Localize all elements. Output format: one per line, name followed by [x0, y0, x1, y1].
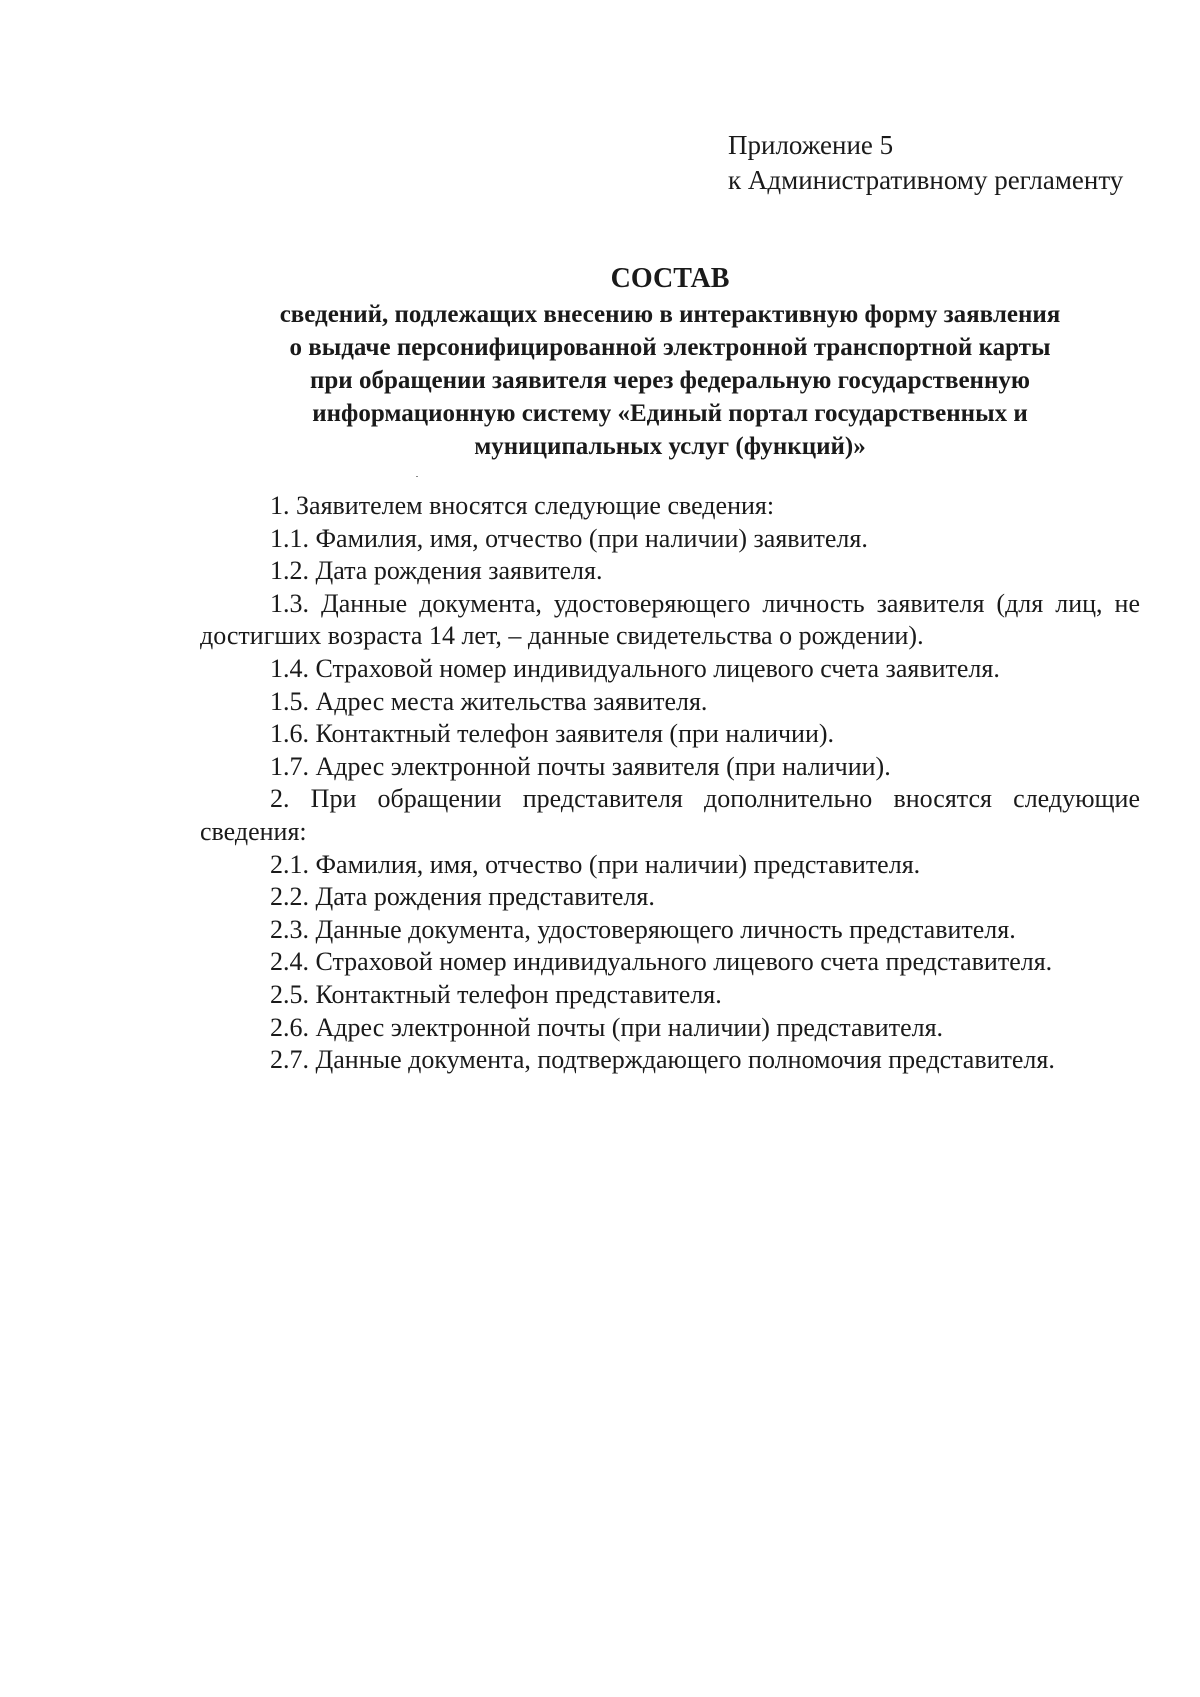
list-item: 2.7. Данные документа, подтверждающего полномочия представителя. [270, 1045, 1055, 1075]
document-body [200, 490, 1140, 1077]
heading-line: муниципальных услуг (функций)» [474, 433, 866, 460]
list-item: 2.6. Адрес электронной почты (при наличии) представителя. [270, 1012, 944, 1042]
heading-line: сведений, подлежащих внесению в интерактивную форму заявления [279, 301, 1061, 328]
list-item: 1.4. Страховой номер индивидуального лицевого счета заявителя. [270, 653, 1000, 683]
document-heading [200, 262, 1140, 463]
list-item: 1.7. Адрес электронной почты заявителя (при наличии). [270, 751, 891, 781]
list-item: 2.2. Дата рождения представителя. [270, 882, 655, 912]
list-item: 2.3. Данные документа, удостоверяющего личность представителя. [270, 914, 1016, 944]
heading-line: о выдаче персонифицированной электронной транспортной карты [289, 334, 1051, 361]
appendix-target: к Административному регламенту [728, 165, 1124, 195]
heading-line: при обращении заявителя через федеральную государственную [310, 367, 1030, 394]
list-item: 1. Заявителем вносятся следующие сведения: [270, 491, 775, 520]
heading-line: информационную систему «Единый портал государственных и [312, 400, 1028, 427]
list-item: 2.4. Страховой номер индивидуального лицевого счета представителя. [270, 947, 1053, 977]
document-title: СОСТАВ [610, 263, 730, 294]
list-item: 2.5. Контактный телефон представителя. [270, 979, 722, 1009]
appendix-reference [728, 128, 1123, 198]
list-item: 1.5. Адрес места жительства заявителя. [270, 686, 708, 716]
list-item: 1.3. Данные документа, удостоверяющего личность заявителя (для лиц, не достигших возраста 14 лет, – данные свидетельства о рождении). [200, 588, 1140, 651]
scan-speck [416, 476, 418, 477]
list-item: 1.2. Дата рождения заявителя. [270, 556, 603, 586]
list-item: 2. При обращении представителя дополнительно вносятся следующие сведения: [200, 784, 1140, 846]
list-item: 1.1. Фамилия, имя, отчество (при наличии) заявителя. [270, 523, 868, 553]
list-item: 1.6. Контактный телефон заявителя (при наличии). [270, 719, 835, 749]
appendix-number: Приложение 5 [728, 130, 894, 160]
list-item: 2.1. Фамилия, имя, отчество (при наличии) представителя. [270, 849, 921, 879]
